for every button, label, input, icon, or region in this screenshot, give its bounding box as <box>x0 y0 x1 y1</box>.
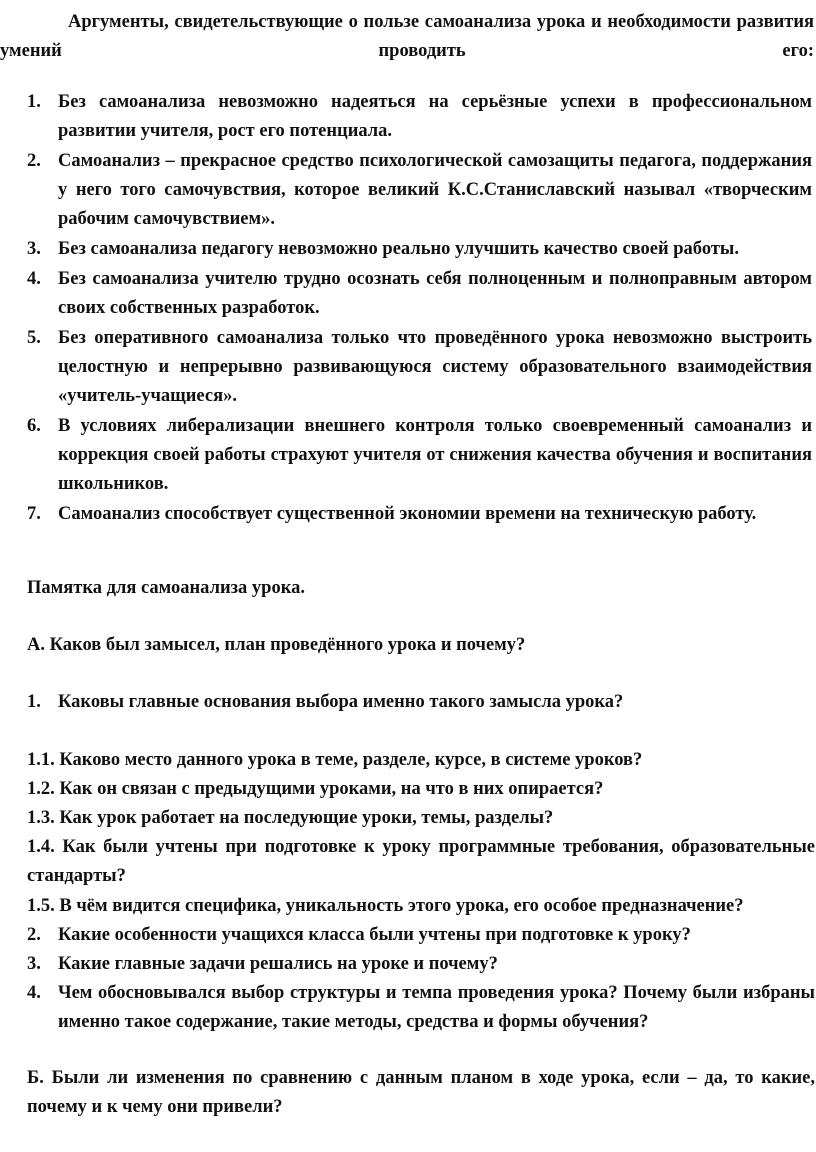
intro-lead: Аргументы <box>68 12 165 32</box>
question-3: 3. Какие главные задачи решались на уроке и почему? <box>27 954 498 974</box>
question-1: 1. Каковы главные основания выбора именно такого замысла урока? <box>27 692 624 712</box>
section-b-heading: Б. Были ли изменения по сравнению с данным планом в ходе урока, если – да, то какие, почему и к чему они привели? <box>27 1068 815 1117</box>
section-a-heading: А. Каков был замысел, план проведённого урока и почему? <box>27 635 526 655</box>
intro-paragraph <box>0 8 814 66</box>
question-1-3: 1.3. Как урок работает на последующие уроки, темы, разделы? <box>27 808 554 828</box>
argument-item: 1. Без самоанализа невозможно надеяться на серьёзные успехи в профессиональном развитии учителя, рост его потенциала. <box>27 92 812 141</box>
memo-title: Памятка для самоанализа урока. <box>27 578 305 598</box>
question-2: 2. Какие особенности учащихся класса были учтены при подготовке к уроку? <box>27 925 691 945</box>
argument-item: 5. Без оперативного самоанализа только что проведённого урока невозможно выстроить целостную и непрерывно развивающуюся систему образовательного взаимодействия «учитель-учащиеся». <box>27 328 812 406</box>
question-1-4: 1.4. Как были учтены при подготовке к уроку программные требования, образовательные стандарты? <box>27 837 815 886</box>
question-1-5: 1.5. В чём видится специфика, уникальность этого урока, его особое предназначение? <box>27 896 744 916</box>
intro-rest: , свидетельствующие о пользе самоанализа урока и необходимости развития умений проводить его: <box>0 12 814 61</box>
arguments-list <box>0 88 812 530</box>
argument-item: 6. В условиях либерализации внешнего контроля только своевременный самоанализ и коррекция своей работы страхуют учителя от снижения качества обучения и воспитания школьников. <box>27 416 812 494</box>
argument-item: 2. Самоанализ – прекрасное средство психологической самозащиты педагога, поддержания у него того самочувствия, которое великий К.С.Станиславский называл «творческим рабочим самочувствием». <box>27 151 812 229</box>
argument-item: 4. Без самоанализа учителю трудно осознать себя полноценным и полноправным автором своих собственных разработок. <box>27 269 812 318</box>
argument-item: 3. Без самоанализа педагогу невозможно реально улучшить качество своей работы. <box>27 239 739 259</box>
question-1-1: 1.1. Каково место данного урока в теме, разделе, курсе, в системе уроков? <box>27 750 643 770</box>
question-1-2: 1.2. Как он связан с предыдущими уроками, на что в них опирается? <box>27 779 604 799</box>
question-4: 4. Чем обосновывался выбор структуры и темпа проведения урока? Почему были избраны именно такое содержание, такие методы, средства и формы обучения? <box>27 983 815 1032</box>
argument-item: 7. Самоанализ способствует существенной экономии времени на техническую работу. <box>27 504 757 524</box>
